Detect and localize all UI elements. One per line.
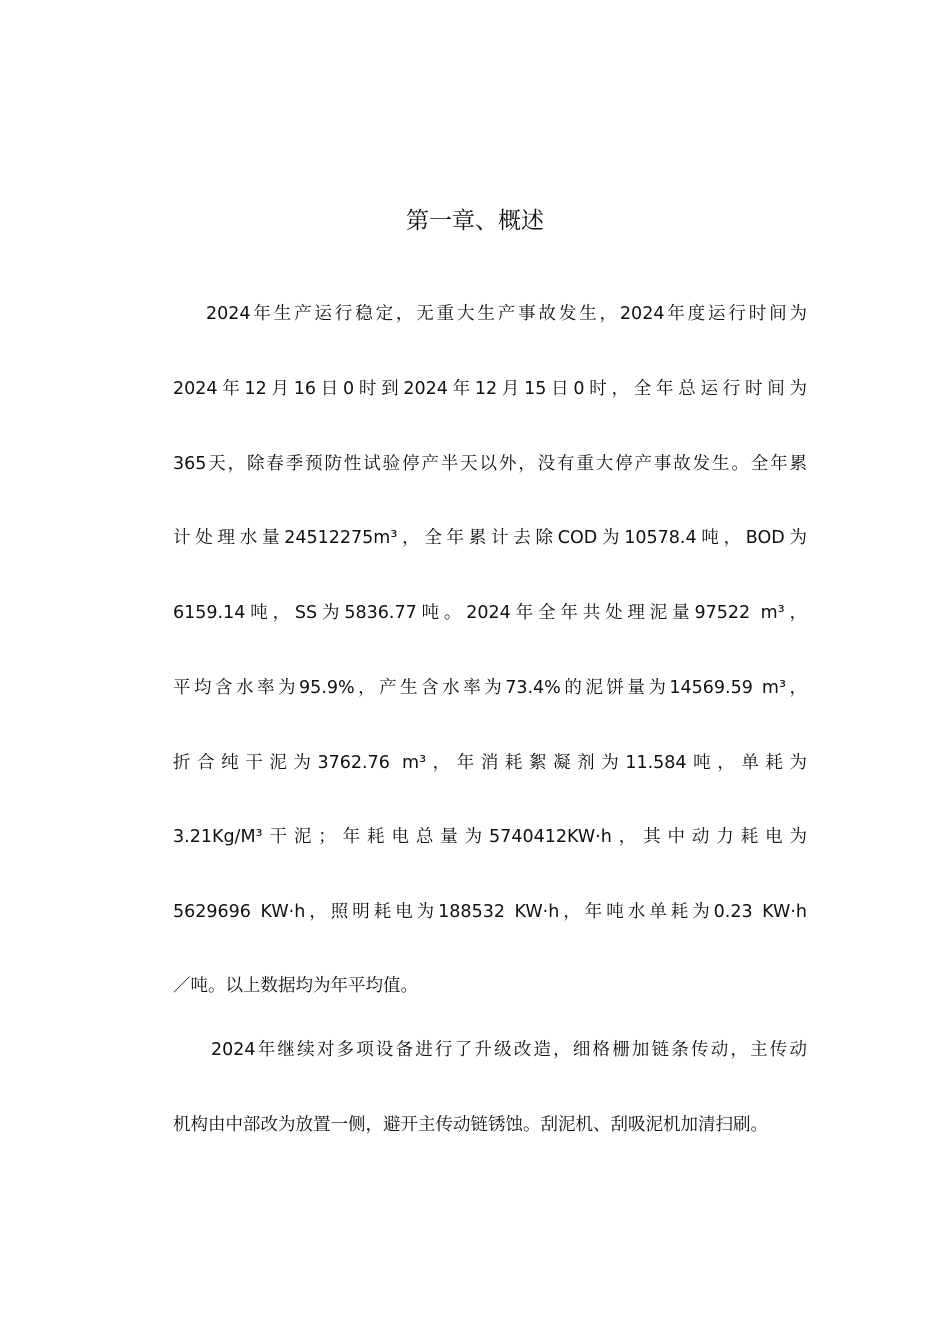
chapter-title: 第一章、概述 [406, 208, 544, 234]
paragraph-line: 2024年生产运行稳定，无重大生产事故发生，2024年度运行时间为 [206, 304, 807, 324]
paragraph-line: 平均含水率为95.9%，产生含水率为73.4%的泥饼量为14569.59 m³， [173, 678, 807, 698]
paragraph-line: ／吨。以上数据均为年平均值。 [173, 976, 418, 996]
paragraph-line: 3.21Kg/M³干泥；年耗电总量为5740412KW·h，其中动力耗电为 [173, 827, 807, 847]
paragraph-line: 2024年12月16日0时到2024年12月15日0时，全年总运行时间为 [173, 379, 807, 399]
paragraph-line: 2024年继续对多项设备进行了升级改造，细格栅加链条传动，主传动 [211, 1040, 807, 1060]
paragraph-line: 6159.14吨，SS为5836.77吨。2024年全年共处理泥量97522 m³， [173, 603, 807, 623]
paragraph-line: 折合纯干泥为3762.76 m³，年消耗絮凝剂为11.584吨，单耗为 [173, 753, 807, 773]
paragraph-line: 计处理水量24512275m³，全年累计去除COD为10578.4吨，BOD为 [173, 528, 807, 548]
paragraph-line: 365天，除春季预防性试验停产半天以外，没有重大停产事故发生。全年累 [173, 454, 807, 474]
paragraph-line: 5629696 KW·h，照明耗电为188532 KW·h，年吨水单耗为0.23 KW·h [173, 902, 807, 922]
paragraph-line: 机构由中部改为放置一侧，避开主传动链锈蚀。刮泥机、刮吸泥机加清扫刷。 [173, 1115, 768, 1135]
